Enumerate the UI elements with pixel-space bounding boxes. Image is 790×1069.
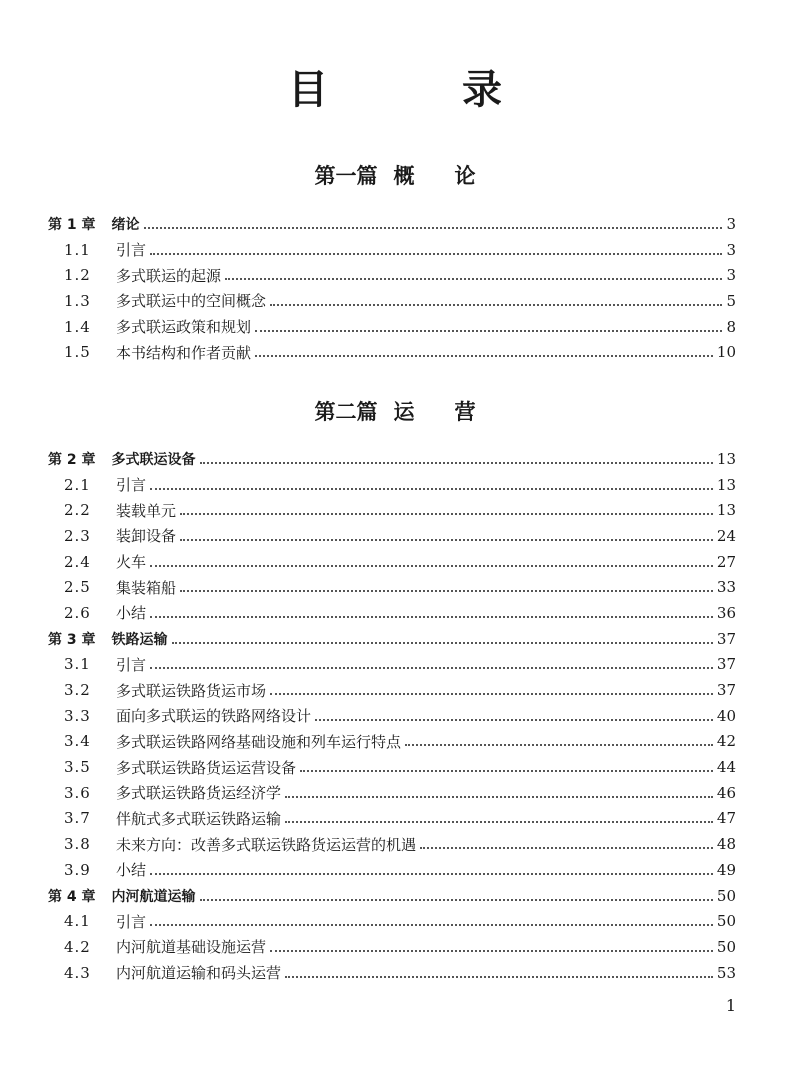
toc-entry-label — [48, 214, 140, 234]
toc-list-part-1 — [48, 211, 736, 365]
toc-entry-label — [48, 936, 266, 957]
section-number: 3.6 — [64, 783, 91, 802]
toc-section-row[interactable] — [48, 729, 736, 755]
toc-section-row[interactable] — [48, 677, 736, 703]
dot-leader — [180, 539, 713, 541]
chapter-title: 铁路运输 — [111, 631, 168, 648]
section-number: 2.3 — [64, 526, 91, 545]
toc-entry-label — [48, 731, 401, 752]
toc-section-row[interactable] — [48, 960, 736, 986]
toc-page-number: 44 — [716, 758, 736, 777]
section-title: 多式联运铁路货运运营设备 — [116, 758, 297, 777]
section-title: 多式联运的起源 — [116, 266, 222, 285]
toc-entry-label — [48, 290, 266, 311]
part-heading-2 — [0, 396, 790, 426]
toc-section-row[interactable] — [48, 314, 736, 340]
dot-leader — [180, 513, 713, 515]
toc-section-row[interactable] — [48, 908, 736, 934]
chapter-title: 多式联运设备 — [111, 451, 196, 468]
chapter-number: 第 2 章 — [48, 451, 96, 468]
section-number: 1.2 — [64, 266, 91, 285]
dot-leader — [225, 278, 722, 280]
toc-section-row[interactable] — [48, 549, 736, 575]
toc-entry-label — [48, 525, 176, 546]
part-title-char: 论 — [454, 164, 476, 188]
dot-leader — [200, 462, 713, 464]
toc-page-number: 5 — [726, 291, 736, 310]
toc-section-row[interactable] — [48, 652, 736, 678]
section-number: 3.8 — [64, 835, 91, 854]
chapter-number: 第 4 章 — [48, 888, 96, 905]
page-title: 目 录 — [288, 67, 562, 113]
toc-page-number: 37 — [716, 629, 736, 648]
toc-entry-label — [48, 474, 146, 495]
toc-section-row[interactable] — [48, 472, 736, 498]
dot-leader — [270, 304, 722, 306]
section-title: 内河航道基础设施运营 — [116, 938, 267, 957]
dot-leader — [270, 950, 713, 952]
chapter-number: 第 3 章 — [48, 631, 96, 648]
section-title: 多式联运中的空间概念 — [116, 292, 267, 311]
toc-section-row[interactable] — [48, 934, 736, 960]
section-number: 4.1 — [64, 912, 91, 931]
section-number: 2.1 — [64, 475, 91, 494]
toc-list-part-2 — [48, 446, 736, 985]
section-number: 1.4 — [64, 317, 91, 336]
toc-page-number: 13 — [716, 501, 736, 520]
toc-page-number: 36 — [716, 603, 736, 622]
toc-entry-label — [48, 239, 146, 260]
toc-page-number: 50 — [716, 886, 736, 905]
toc-page-number: 3 — [726, 214, 736, 233]
toc-section-row[interactable] — [48, 857, 736, 883]
toc-page-number: 53 — [716, 963, 736, 982]
toc-entry-label — [48, 886, 196, 906]
toc-section-row[interactable] — [48, 497, 736, 523]
dot-leader — [150, 873, 713, 875]
section-number: 2.6 — [64, 603, 91, 622]
toc-section-row[interactable] — [48, 523, 736, 549]
section-number: 2.4 — [64, 552, 91, 571]
section-title: 未来方向：改善多式联运铁路货运运营的机遇 — [116, 835, 417, 854]
section-title: 集装箱船 — [116, 578, 177, 597]
part-number: 第一篇 — [314, 164, 378, 188]
dot-leader — [255, 330, 722, 332]
toc-entry-label — [48, 911, 146, 932]
chapter-number: 第 1 章 — [48, 216, 96, 233]
dot-leader — [180, 590, 713, 592]
toc-entry-label — [48, 654, 146, 675]
section-title: 引言 — [116, 241, 147, 260]
toc-section-row[interactable] — [48, 780, 736, 806]
section-title: 多式联运铁路货运经济学 — [116, 784, 282, 803]
toc-page-number: 46 — [716, 783, 736, 802]
dot-leader — [315, 719, 713, 721]
toc-page-number: 3 — [726, 240, 736, 259]
toc-page-number: 24 — [716, 526, 736, 545]
dot-leader — [150, 667, 713, 669]
toc-page-number: 50 — [716, 912, 736, 931]
toc-entry-label — [48, 962, 281, 983]
toc-entry-label — [48, 602, 146, 623]
toc-entry-label — [48, 859, 146, 880]
toc-page-number: 33 — [716, 578, 736, 597]
section-number: 2.2 — [64, 501, 91, 520]
toc-page-number: 49 — [716, 860, 736, 879]
dot-leader — [150, 924, 713, 926]
section-number: 3.5 — [64, 758, 91, 777]
section-title: 多式联运铁路网络基础设施和列车运行特点 — [116, 732, 402, 751]
toc-page-number: 40 — [716, 706, 736, 725]
toc-entry-label — [48, 500, 176, 521]
section-title: 面向多式联运的铁路网络设计 — [116, 707, 312, 726]
toc-page-number: 13 — [716, 475, 736, 494]
chapter-title: 绪论 — [111, 216, 140, 233]
toc-section-row[interactable] — [48, 288, 736, 314]
section-title: 装卸设备 — [116, 527, 177, 546]
dot-leader — [270, 693, 713, 695]
section-title: 多式联运铁路货运市场 — [116, 681, 267, 700]
toc-section-row[interactable] — [48, 831, 736, 857]
toc-entry-label — [48, 782, 281, 803]
section-number: 4.2 — [64, 937, 91, 956]
toc-section-row[interactable] — [48, 600, 736, 626]
toc-chapter-row[interactable] — [48, 211, 736, 237]
section-title: 小结 — [116, 861, 147, 880]
toc-entry-label — [48, 342, 251, 363]
dot-leader — [200, 899, 713, 901]
dot-leader — [255, 355, 713, 357]
toc-page-number: 42 — [716, 732, 736, 751]
dot-leader — [405, 744, 713, 746]
dot-leader — [285, 821, 713, 823]
toc-page-number: 8 — [726, 317, 736, 336]
section-title: 引言 — [116, 655, 147, 674]
section-number: 4.3 — [64, 963, 91, 982]
section-number: 1.5 — [64, 343, 91, 362]
toc-entry-label — [48, 449, 196, 469]
section-number: 3.3 — [64, 706, 91, 725]
toc-section-row[interactable] — [48, 703, 736, 729]
section-title: 内河航道运输和码头运营 — [116, 964, 282, 983]
toc-page-number: 37 — [716, 681, 736, 700]
part-number: 第二篇 — [314, 400, 378, 424]
toc-entry-label — [48, 316, 251, 337]
section-number: 3.2 — [64, 681, 91, 700]
section-title: 引言 — [116, 476, 147, 495]
toc-page-number: 37 — [716, 655, 736, 674]
dot-leader — [420, 847, 713, 849]
toc-entry-label — [48, 757, 296, 778]
section-title: 引言 — [116, 912, 147, 931]
dot-leader — [285, 796, 713, 798]
toc-chapter-row[interactable] — [48, 446, 736, 472]
toc-chapter-row[interactable] — [48, 883, 736, 909]
toc-entry-label — [48, 834, 416, 855]
part-heading-1 — [0, 160, 790, 190]
toc-section-row[interactable] — [48, 574, 736, 600]
section-title: 伴航式多式联运铁路运输 — [116, 809, 282, 828]
dot-leader — [150, 253, 722, 255]
dot-leader — [300, 770, 713, 772]
toc-page-number: 13 — [716, 449, 736, 468]
section-title: 多式联运政策和规划 — [116, 318, 252, 337]
section-title: 本书结构和作者贡献 — [116, 343, 252, 362]
toc-page-number: 50 — [716, 937, 736, 956]
dot-leader — [285, 976, 713, 978]
section-number: 3.7 — [64, 809, 91, 828]
section-number: 1.1 — [64, 240, 91, 259]
section-number: 1.3 — [64, 291, 91, 310]
toc-entry-label — [48, 265, 221, 286]
part-title-char: 营 — [454, 400, 476, 424]
toc-section-row[interactable] — [48, 754, 736, 780]
page-number: 1 — [725, 996, 736, 1015]
toc-section-row[interactable] — [48, 339, 736, 365]
chapter-title: 内河航道运输 — [111, 888, 196, 905]
toc-section-row[interactable] — [48, 237, 736, 263]
part-title-char: 运 — [393, 400, 415, 424]
section-number: 3.4 — [64, 732, 91, 751]
toc-entry-label — [48, 551, 146, 572]
dot-leader — [144, 227, 723, 229]
toc-entry-label — [48, 629, 168, 649]
toc-page-number: 27 — [716, 552, 736, 571]
section-title: 火车 — [116, 553, 147, 572]
toc-entry-label — [48, 808, 281, 829]
part-title-char: 概 — [393, 164, 415, 188]
toc-entry-label — [48, 680, 266, 701]
dot-leader — [150, 488, 713, 490]
toc-page-number: 10 — [716, 343, 736, 362]
section-number: 3.9 — [64, 860, 91, 879]
section-number: 3.1 — [64, 655, 91, 674]
section-title: 装载单元 — [116, 501, 177, 520]
toc-chapter-row[interactable] — [48, 626, 736, 652]
toc-entry-label — [48, 705, 311, 726]
section-number: 2.5 — [64, 578, 91, 597]
dot-leader — [172, 642, 713, 644]
dot-leader — [150, 616, 713, 618]
toc-section-row[interactable] — [48, 262, 736, 288]
toc-entry-label — [48, 577, 176, 598]
toc-section-row[interactable] — [48, 806, 736, 832]
toc-page-number: 47 — [716, 809, 736, 828]
section-title: 小结 — [116, 604, 147, 623]
toc-page-number: 48 — [716, 835, 736, 854]
toc-page-number: 3 — [726, 266, 736, 285]
dot-leader — [150, 565, 713, 567]
